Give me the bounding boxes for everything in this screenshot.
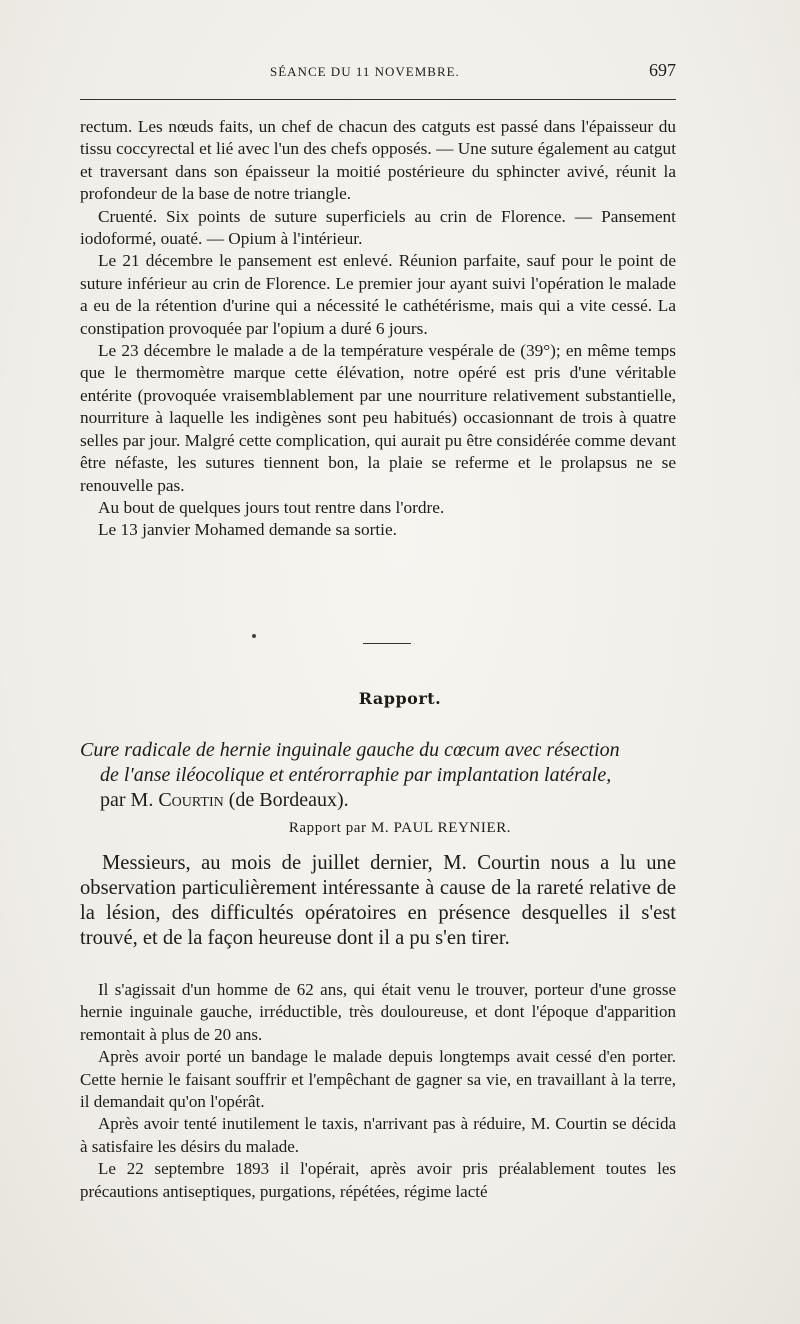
paragraph: Il s'agissait d'un homme de 62 ans, qui était venu le trouver, porteur d'une grosse hernie inguinale gauche, irréductible, très douloureuse, et dont l'époque d'apparition remontait à plus de 20 ans. <box>80 980 676 1044</box>
case-text <box>80 979 676 1203</box>
paragraph: Après avoir tenté inutilement le taxis, n'arrivant pas à réduire, M. Courtin se décida à satisfaire les désirs du malade. <box>80 1114 676 1156</box>
paragraph: rectum. Les nœuds faits, un chef de chacun des catguts est passé dans l'épaisseur du tissu coccyrectal et lié avec l'un des chefs opposés. — Une suture également au catgut et traversant dans son épaisseur la moitié postérieure du sphincter avivé, réunit la profondeur de la base de notre triangle. <box>80 117 676 204</box>
author-prefix: par M. <box>100 789 159 811</box>
observation-text <box>80 116 676 542</box>
section-separator <box>363 643 411 644</box>
paragraph: Le 23 décembre le malade a de la température vespérale de (39°); en même temps que le thermomètre marque cette élévation, notre opéré est pris d'une véritable entérite (provoquée vraisemblablement par une nourriture relativement substantielle, nourriture à laquelle les indigènes sont peu habitués) occasionnant de trois à quatre selles par jour. Malgré cette complication, qui aurait pu être considérée comme devant être néfaste, les sutures tiennent bon, la plaie se referme et le prolapsus ne se renouvelle pas. <box>80 341 676 495</box>
paragraph: Au bout de quelques jours tout rentre dans l'ordre. <box>98 497 445 517</box>
title-line-2: de l'anse iléocolique et entérorraphie par implantation latérale, <box>100 764 612 786</box>
lead-paragraph: Messieurs, au mois de juillet dernier, M. Courtin nous a lu une observation particulièrement intéressante à cause de la rareté relative de la lésion, des difficultés opératoires en présence desquelles il s'est trouvé, et de la façon heureuse dont il a pu s'en tirer. <box>80 852 676 949</box>
paragraph: Le 21 décembre le pansement est enlevé. Réunion parfaite, sauf pour le point de suture inférieur au crin de Florence. Le premier jour ayant suivi l'opération le malade a eu de la rétention d'urine qui a nécessité le cathétérisme, mais qui a vite cessé. La constipation provoquée par l'opium a duré 6 jours. <box>80 251 676 338</box>
report-title <box>80 738 680 813</box>
author-name: Courtin <box>158 789 224 811</box>
page-number: 697 <box>649 60 676 80</box>
paragraph: Après avoir porté un bandage le malade depuis longtemps avait cessé d'en porter. Cette hernie le faisant souffrir et l'empêchant de gagner sa vie, en travaillant à la terre, il demandait qu'on l'opérât. <box>80 1047 676 1112</box>
paragraph: Cruenté. Six points de suture superficiels au crin de Florence. — Pansement iodoformé, ouaté. — Opium à l'intérieur. <box>80 206 676 249</box>
running-title: SÉANCE DU 11 NOVEMBRE. <box>270 64 460 79</box>
author-line <box>80 788 680 813</box>
lead-text <box>80 851 676 951</box>
author-suffix: (de Bordeaux). <box>223 789 349 811</box>
ink-speck <box>252 634 256 638</box>
section-heading: Rapport. <box>358 689 442 708</box>
running-header <box>80 60 676 86</box>
paragraph: Le 13 janvier Mohamed demande sa sortie. <box>98 520 397 540</box>
paragraph: Le 22 septembre 1893 il l'opérait, après avoir pris préalablement toutes les précautions antiseptiques, purgations, répétées, régime lacté <box>80 1159 676 1201</box>
header-rule <box>80 99 676 100</box>
title-line-1: Cure radicale de hernie inguinale gauche du cœcum avec résection <box>80 739 620 761</box>
rapporteur-line: Rapport par M. PAUL REYNIER. <box>288 820 512 836</box>
